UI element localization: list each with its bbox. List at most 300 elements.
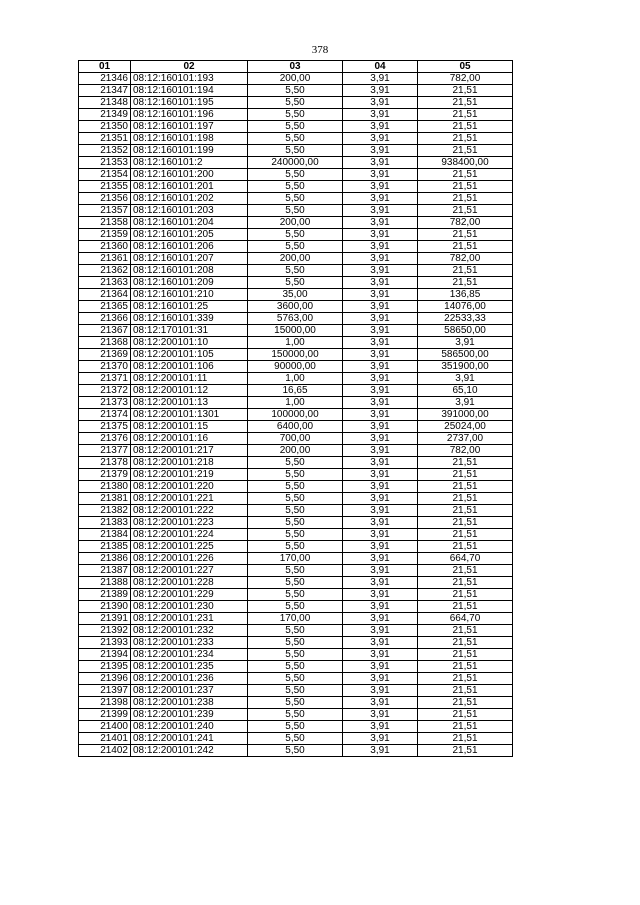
value-cell: 351900,00 bbox=[418, 361, 513, 373]
cadastral-number-cell: 08:12:200101:221 bbox=[131, 493, 248, 505]
table-row bbox=[79, 73, 513, 85]
rate-cell: 3,91 bbox=[343, 469, 418, 481]
area-cell: 5,50 bbox=[248, 637, 343, 649]
cadastral-number-cell: 08:12:200101:233 bbox=[131, 637, 248, 649]
area-cell: 5,50 bbox=[248, 85, 343, 97]
rate-cell: 3,91 bbox=[343, 169, 418, 181]
area-cell: 6400,00 bbox=[248, 421, 343, 433]
area-cell: 5,50 bbox=[248, 277, 343, 289]
column-header-02: 02 bbox=[131, 61, 248, 73]
row-number-cell: 21383 bbox=[79, 517, 131, 529]
cadastral-number-cell: 08:12:160101:25 bbox=[131, 301, 248, 313]
row-number-cell: 21380 bbox=[79, 481, 131, 493]
cadastral-number-cell: 08:12:200101:230 bbox=[131, 601, 248, 613]
rate-cell: 3,91 bbox=[343, 685, 418, 697]
row-number-cell: 21402 bbox=[79, 745, 131, 757]
value-cell: 25024,00 bbox=[418, 421, 513, 433]
table-row bbox=[79, 349, 513, 361]
value-cell: 21,51 bbox=[418, 145, 513, 157]
value-cell: 3,91 bbox=[418, 373, 513, 385]
row-number-cell: 21389 bbox=[79, 589, 131, 601]
cadastral-number-cell: 08:12:160101:204 bbox=[131, 217, 248, 229]
rate-cell: 3,91 bbox=[343, 673, 418, 685]
cadastral-number-cell: 08:12:160101:209 bbox=[131, 277, 248, 289]
row-number-cell: 21365 bbox=[79, 301, 131, 313]
area-cell: 35,00 bbox=[248, 289, 343, 301]
table-row bbox=[79, 325, 513, 337]
rate-cell: 3,91 bbox=[343, 517, 418, 529]
table-row bbox=[79, 517, 513, 529]
value-cell: 782,00 bbox=[418, 217, 513, 229]
cadastral-number-cell: 08:12:200101:218 bbox=[131, 457, 248, 469]
table-row bbox=[79, 265, 513, 277]
table-row bbox=[79, 229, 513, 241]
value-cell: 14076,00 bbox=[418, 301, 513, 313]
rate-cell: 3,91 bbox=[343, 565, 418, 577]
area-cell: 150000,00 bbox=[248, 349, 343, 361]
area-cell: 5,50 bbox=[248, 505, 343, 517]
rate-cell: 3,91 bbox=[343, 697, 418, 709]
area-cell: 90000,00 bbox=[248, 361, 343, 373]
rate-cell: 3,91 bbox=[343, 553, 418, 565]
area-cell: 5,50 bbox=[248, 121, 343, 133]
area-cell: 15000,00 bbox=[248, 325, 343, 337]
rate-cell: 3,91 bbox=[343, 325, 418, 337]
cadastral-number-cell: 08:12:160101:208 bbox=[131, 265, 248, 277]
value-cell: 782,00 bbox=[418, 445, 513, 457]
table-row bbox=[79, 649, 513, 661]
row-number-cell: 21391 bbox=[79, 613, 131, 625]
rate-cell: 3,91 bbox=[343, 109, 418, 121]
cadastral-number-cell: 08:12:200101:15 bbox=[131, 421, 248, 433]
row-number-cell: 21346 bbox=[79, 73, 131, 85]
table-row bbox=[79, 421, 513, 433]
area-cell: 200,00 bbox=[248, 253, 343, 265]
rate-cell: 3,91 bbox=[343, 601, 418, 613]
rate-cell: 3,91 bbox=[343, 145, 418, 157]
table-row bbox=[79, 397, 513, 409]
area-cell: 5,50 bbox=[248, 229, 343, 241]
rate-cell: 3,91 bbox=[343, 625, 418, 637]
cadastral-number-cell: 08:12:200101:11 bbox=[131, 373, 248, 385]
value-cell: 21,51 bbox=[418, 589, 513, 601]
table-row bbox=[79, 337, 513, 349]
cadastral-number-cell: 08:12:160101:203 bbox=[131, 205, 248, 217]
value-cell: 21,51 bbox=[418, 493, 513, 505]
table-row bbox=[79, 601, 513, 613]
value-cell: 21,51 bbox=[418, 661, 513, 673]
value-cell: 21,51 bbox=[418, 601, 513, 613]
area-cell: 700,00 bbox=[248, 433, 343, 445]
rate-cell: 3,91 bbox=[343, 637, 418, 649]
rate-cell: 3,91 bbox=[343, 361, 418, 373]
table-row bbox=[79, 385, 513, 397]
row-number-cell: 21367 bbox=[79, 325, 131, 337]
table-row bbox=[79, 97, 513, 109]
area-cell: 5,50 bbox=[248, 565, 343, 577]
area-cell: 170,00 bbox=[248, 613, 343, 625]
row-number-cell: 21378 bbox=[79, 457, 131, 469]
value-cell: 2737,00 bbox=[418, 433, 513, 445]
cadastral-number-cell: 08:12:200101:241 bbox=[131, 733, 248, 745]
rate-cell: 3,91 bbox=[343, 733, 418, 745]
area-cell: 5,50 bbox=[248, 493, 343, 505]
value-cell: 664,70 bbox=[418, 613, 513, 625]
rate-cell: 3,91 bbox=[343, 157, 418, 169]
cadastral-number-cell: 08:12:200101:237 bbox=[131, 685, 248, 697]
value-cell: 65,10 bbox=[418, 385, 513, 397]
table-row bbox=[79, 661, 513, 673]
value-cell: 21,51 bbox=[418, 133, 513, 145]
area-cell: 5,50 bbox=[248, 109, 343, 121]
value-cell: 21,51 bbox=[418, 733, 513, 745]
rate-cell: 3,91 bbox=[343, 73, 418, 85]
table-row bbox=[79, 541, 513, 553]
table-row bbox=[79, 697, 513, 709]
area-cell: 5,50 bbox=[248, 697, 343, 709]
cadastral-number-cell: 08:12:200101:220 bbox=[131, 481, 248, 493]
row-number-cell: 21357 bbox=[79, 205, 131, 217]
rate-cell: 3,91 bbox=[343, 397, 418, 409]
area-cell: 5,50 bbox=[248, 181, 343, 193]
rate-cell: 3,91 bbox=[343, 613, 418, 625]
table-row bbox=[79, 193, 513, 205]
area-cell: 5,50 bbox=[248, 673, 343, 685]
area-cell: 1,00 bbox=[248, 397, 343, 409]
data-table bbox=[78, 60, 513, 757]
table-row bbox=[79, 313, 513, 325]
area-cell: 1,00 bbox=[248, 373, 343, 385]
value-cell: 21,51 bbox=[418, 469, 513, 481]
rate-cell: 3,91 bbox=[343, 349, 418, 361]
cadastral-number-cell: 08:12:200101:232 bbox=[131, 625, 248, 637]
cadastral-number-cell: 08:12:160101:205 bbox=[131, 229, 248, 241]
value-cell: 21,51 bbox=[418, 529, 513, 541]
row-number-cell: 21347 bbox=[79, 85, 131, 97]
value-cell: 21,51 bbox=[418, 505, 513, 517]
value-cell: 21,51 bbox=[418, 277, 513, 289]
row-number-cell: 21355 bbox=[79, 181, 131, 193]
row-number-cell: 21397 bbox=[79, 685, 131, 697]
value-cell: 21,51 bbox=[418, 565, 513, 577]
row-number-cell: 21366 bbox=[79, 313, 131, 325]
rate-cell: 3,91 bbox=[343, 253, 418, 265]
cadastral-number-cell: 08:12:160101:196 bbox=[131, 109, 248, 121]
cadastral-number-cell: 08:12:200101:228 bbox=[131, 577, 248, 589]
area-cell: 200,00 bbox=[248, 73, 343, 85]
rate-cell: 3,91 bbox=[343, 181, 418, 193]
row-number-cell: 21396 bbox=[79, 673, 131, 685]
row-number-cell: 21362 bbox=[79, 265, 131, 277]
table-row bbox=[79, 529, 513, 541]
value-cell: 782,00 bbox=[418, 73, 513, 85]
rate-cell: 3,91 bbox=[343, 433, 418, 445]
value-cell: 21,51 bbox=[418, 709, 513, 721]
cadastral-number-cell: 08:12:200101:227 bbox=[131, 565, 248, 577]
table-row bbox=[79, 673, 513, 685]
area-cell: 5,50 bbox=[248, 481, 343, 493]
area-cell: 16,65 bbox=[248, 385, 343, 397]
cadastral-number-cell: 08:12:200101:222 bbox=[131, 505, 248, 517]
row-number-cell: 21361 bbox=[79, 253, 131, 265]
cadastral-number-cell: 08:12:200101:225 bbox=[131, 541, 248, 553]
table-row bbox=[79, 445, 513, 457]
value-cell: 58650,00 bbox=[418, 325, 513, 337]
cadastral-number-cell: 08:12:200101:238 bbox=[131, 697, 248, 709]
row-number-cell: 21373 bbox=[79, 397, 131, 409]
area-cell: 5,50 bbox=[248, 541, 343, 553]
table-row bbox=[79, 553, 513, 565]
area-cell: 5,50 bbox=[248, 265, 343, 277]
rate-cell: 3,91 bbox=[343, 493, 418, 505]
row-number-cell: 21377 bbox=[79, 445, 131, 457]
rate-cell: 3,91 bbox=[343, 229, 418, 241]
rate-cell: 3,91 bbox=[343, 421, 418, 433]
rate-cell: 3,91 bbox=[343, 589, 418, 601]
value-cell: 21,51 bbox=[418, 649, 513, 661]
table-row bbox=[79, 169, 513, 181]
area-cell: 5,50 bbox=[248, 601, 343, 613]
row-number-cell: 21386 bbox=[79, 553, 131, 565]
table-row bbox=[79, 253, 513, 265]
value-cell: 21,51 bbox=[418, 85, 513, 97]
rate-cell: 3,91 bbox=[343, 337, 418, 349]
row-number-cell: 21352 bbox=[79, 145, 131, 157]
row-number-cell: 21358 bbox=[79, 217, 131, 229]
column-header-01: 01 bbox=[79, 61, 131, 73]
value-cell: 21,51 bbox=[418, 109, 513, 121]
rate-cell: 3,91 bbox=[343, 529, 418, 541]
table-row bbox=[79, 709, 513, 721]
area-cell: 5,50 bbox=[248, 529, 343, 541]
row-number-cell: 21368 bbox=[79, 337, 131, 349]
row-number-cell: 21385 bbox=[79, 541, 131, 553]
value-cell: 21,51 bbox=[418, 205, 513, 217]
table-row bbox=[79, 721, 513, 733]
row-number-cell: 21349 bbox=[79, 109, 131, 121]
area-cell: 5,50 bbox=[248, 685, 343, 697]
row-number-cell: 21359 bbox=[79, 229, 131, 241]
cadastral-number-cell: 08:12:200101:229 bbox=[131, 589, 248, 601]
area-cell: 5,50 bbox=[248, 169, 343, 181]
value-cell: 664,70 bbox=[418, 553, 513, 565]
table-row bbox=[79, 181, 513, 193]
rate-cell: 3,91 bbox=[343, 241, 418, 253]
table-header-row bbox=[79, 61, 513, 73]
value-cell: 938400,00 bbox=[418, 157, 513, 169]
row-number-cell: 21350 bbox=[79, 121, 131, 133]
cadastral-number-cell: 08:12:200101:13 bbox=[131, 397, 248, 409]
cadastral-number-cell: 08:12:200101:16 bbox=[131, 433, 248, 445]
table-row bbox=[79, 145, 513, 157]
cadastral-number-cell: 08:12:160101:193 bbox=[131, 73, 248, 85]
cadastral-number-cell: 08:12:200101:226 bbox=[131, 553, 248, 565]
value-cell: 21,51 bbox=[418, 745, 513, 757]
value-cell: 21,51 bbox=[418, 241, 513, 253]
area-cell: 5,50 bbox=[248, 241, 343, 253]
row-number-cell: 21369 bbox=[79, 349, 131, 361]
rate-cell: 3,91 bbox=[343, 133, 418, 145]
rate-cell: 3,91 bbox=[343, 541, 418, 553]
row-number-cell: 21374 bbox=[79, 409, 131, 421]
column-header-04: 04 bbox=[343, 61, 418, 73]
row-number-cell: 21351 bbox=[79, 133, 131, 145]
row-number-cell: 21354 bbox=[79, 169, 131, 181]
cadastral-number-cell: 08:12:200101:223 bbox=[131, 517, 248, 529]
row-number-cell: 21379 bbox=[79, 469, 131, 481]
row-number-cell: 21353 bbox=[79, 157, 131, 169]
table-row bbox=[79, 133, 513, 145]
rate-cell: 3,91 bbox=[343, 409, 418, 421]
table-row bbox=[79, 205, 513, 217]
table-row bbox=[79, 457, 513, 469]
table-row bbox=[79, 289, 513, 301]
row-number-cell: 21399 bbox=[79, 709, 131, 721]
value-cell: 21,51 bbox=[418, 637, 513, 649]
row-number-cell: 21390 bbox=[79, 601, 131, 613]
rate-cell: 3,91 bbox=[343, 193, 418, 205]
cadastral-number-cell: 08:12:160101:339 bbox=[131, 313, 248, 325]
rate-cell: 3,91 bbox=[343, 121, 418, 133]
value-cell: 21,51 bbox=[418, 541, 513, 553]
cadastral-number-cell: 08:12:200101:242 bbox=[131, 745, 248, 757]
cadastral-number-cell: 08:12:200101:234 bbox=[131, 649, 248, 661]
cadastral-number-cell: 08:12:200101:224 bbox=[131, 529, 248, 541]
table-row bbox=[79, 589, 513, 601]
value-cell: 21,51 bbox=[418, 193, 513, 205]
row-number-cell: 21393 bbox=[79, 637, 131, 649]
row-number-cell: 21381 bbox=[79, 493, 131, 505]
row-number-cell: 21382 bbox=[79, 505, 131, 517]
table-row bbox=[79, 109, 513, 121]
table-row bbox=[79, 577, 513, 589]
cadastral-number-cell: 08:12:160101:197 bbox=[131, 121, 248, 133]
value-cell: 21,51 bbox=[418, 121, 513, 133]
cadastral-number-cell: 08:12:160101:202 bbox=[131, 193, 248, 205]
rate-cell: 3,91 bbox=[343, 217, 418, 229]
value-cell: 21,51 bbox=[418, 181, 513, 193]
area-cell: 5,50 bbox=[248, 97, 343, 109]
table-row bbox=[79, 613, 513, 625]
value-cell: 21,51 bbox=[418, 721, 513, 733]
rate-cell: 3,91 bbox=[343, 577, 418, 589]
area-cell: 200,00 bbox=[248, 217, 343, 229]
value-cell: 21,51 bbox=[418, 481, 513, 493]
area-cell: 5,50 bbox=[248, 745, 343, 757]
row-number-cell: 21394 bbox=[79, 649, 131, 661]
row-number-cell: 21387 bbox=[79, 565, 131, 577]
table-row bbox=[79, 433, 513, 445]
area-cell: 5,50 bbox=[248, 577, 343, 589]
rate-cell: 3,91 bbox=[343, 649, 418, 661]
column-header-05: 05 bbox=[418, 61, 513, 73]
area-cell: 170,00 bbox=[248, 553, 343, 565]
rate-cell: 3,91 bbox=[343, 481, 418, 493]
row-number-cell: 21395 bbox=[79, 661, 131, 673]
cadastral-number-cell: 08:12:200101:231 bbox=[131, 613, 248, 625]
table-row bbox=[79, 745, 513, 757]
cadastral-number-cell: 08:12:200101:12 bbox=[131, 385, 248, 397]
area-cell: 5,50 bbox=[248, 517, 343, 529]
cadastral-number-cell: 08:12:200101:10 bbox=[131, 337, 248, 349]
cadastral-number-cell: 08:12:200101:106 bbox=[131, 361, 248, 373]
area-cell: 5,50 bbox=[248, 649, 343, 661]
cadastral-number-cell: 08:12:200101:236 bbox=[131, 673, 248, 685]
row-number-cell: 21370 bbox=[79, 361, 131, 373]
value-cell: 3,91 bbox=[418, 397, 513, 409]
value-cell: 136,85 bbox=[418, 289, 513, 301]
area-cell: 5,50 bbox=[248, 721, 343, 733]
table-row bbox=[79, 637, 513, 649]
table-row bbox=[79, 505, 513, 517]
area-cell: 5,50 bbox=[248, 457, 343, 469]
row-number-cell: 21401 bbox=[79, 733, 131, 745]
value-cell: 782,00 bbox=[418, 253, 513, 265]
table-row bbox=[79, 481, 513, 493]
value-cell: 21,51 bbox=[418, 265, 513, 277]
area-cell: 5,50 bbox=[248, 193, 343, 205]
value-cell: 21,51 bbox=[418, 625, 513, 637]
rate-cell: 3,91 bbox=[343, 313, 418, 325]
row-number-cell: 21392 bbox=[79, 625, 131, 637]
cadastral-number-cell: 08:12:160101:210 bbox=[131, 289, 248, 301]
cadastral-number-cell: 08:12:160101:195 bbox=[131, 97, 248, 109]
area-cell: 5,50 bbox=[248, 733, 343, 745]
area-cell: 5,50 bbox=[248, 661, 343, 673]
area-cell: 5,50 bbox=[248, 145, 343, 157]
rate-cell: 3,91 bbox=[343, 385, 418, 397]
area-cell: 5,50 bbox=[248, 589, 343, 601]
rate-cell: 3,91 bbox=[343, 721, 418, 733]
area-cell: 100000,00 bbox=[248, 409, 343, 421]
table-row bbox=[79, 685, 513, 697]
cadastral-number-cell: 08:12:160101:206 bbox=[131, 241, 248, 253]
value-cell: 21,51 bbox=[418, 577, 513, 589]
table-row bbox=[79, 469, 513, 481]
row-number-cell: 21348 bbox=[79, 97, 131, 109]
value-cell: 21,51 bbox=[418, 517, 513, 529]
rate-cell: 3,91 bbox=[343, 661, 418, 673]
value-cell: 586500,00 bbox=[418, 349, 513, 361]
row-number-cell: 21376 bbox=[79, 433, 131, 445]
area-cell: 5,50 bbox=[248, 469, 343, 481]
row-number-cell: 21356 bbox=[79, 193, 131, 205]
rate-cell: 3,91 bbox=[343, 457, 418, 469]
cadastral-number-cell: 08:12:160101:199 bbox=[131, 145, 248, 157]
table-row bbox=[79, 733, 513, 745]
table-row bbox=[79, 85, 513, 97]
table-row bbox=[79, 565, 513, 577]
area-cell: 3600,00 bbox=[248, 301, 343, 313]
rate-cell: 3,91 bbox=[343, 445, 418, 457]
row-number-cell: 21372 bbox=[79, 385, 131, 397]
value-cell: 21,51 bbox=[418, 457, 513, 469]
cadastral-number-cell: 08:12:200101:105 bbox=[131, 349, 248, 361]
rate-cell: 3,91 bbox=[343, 265, 418, 277]
row-number-cell: 21398 bbox=[79, 697, 131, 709]
rate-cell: 3,91 bbox=[343, 97, 418, 109]
rate-cell: 3,91 bbox=[343, 205, 418, 217]
cadastral-number-cell: 08:12:200101:1301 bbox=[131, 409, 248, 421]
row-number-cell: 21388 bbox=[79, 577, 131, 589]
rate-cell: 3,91 bbox=[343, 289, 418, 301]
row-number-cell: 21363 bbox=[79, 277, 131, 289]
cadastral-number-cell: 08:12:160101:200 bbox=[131, 169, 248, 181]
area-cell: 5,50 bbox=[248, 709, 343, 721]
row-number-cell: 21371 bbox=[79, 373, 131, 385]
area-cell: 5763,00 bbox=[248, 313, 343, 325]
row-number-cell: 21400 bbox=[79, 721, 131, 733]
